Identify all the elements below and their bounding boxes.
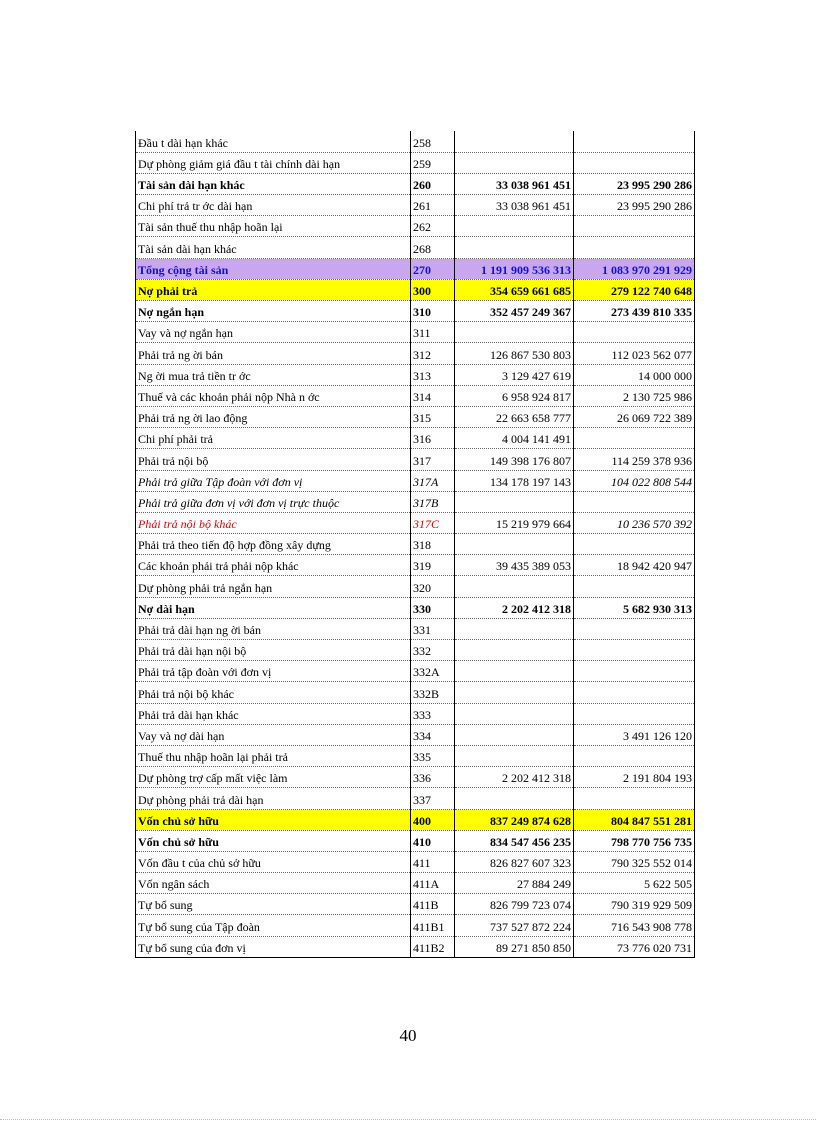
row-value-previous: 2 191 804 193 <box>574 767 695 788</box>
row-code: 410 <box>411 830 455 851</box>
row-code: 314 <box>411 385 455 406</box>
table-row <box>136 830 695 851</box>
row-label: Chi phí phải trả <box>136 428 411 449</box>
row-code: 318 <box>411 534 455 555</box>
row-value-current: 39 435 389 053 <box>455 555 574 576</box>
row-value-current: 27 884 249 <box>455 873 574 894</box>
row-label: Phải trả nội bộ khác <box>136 512 411 533</box>
row-code: 330 <box>411 597 455 618</box>
row-label: Tổng cộng tài sản <box>136 258 411 279</box>
row-code: 315 <box>411 406 455 427</box>
table-row <box>136 745 695 766</box>
row-value-current <box>455 534 574 555</box>
row-code: 259 <box>411 152 455 173</box>
table-row <box>136 682 695 703</box>
row-value-previous: 5 622 505 <box>574 873 695 894</box>
row-label: Dự phòng phải trả dài hạn <box>136 788 411 809</box>
row-code: 261 <box>411 195 455 216</box>
row-code: 311 <box>411 322 455 343</box>
row-label: Phải trả nội bộ khác <box>136 682 411 703</box>
row-label: Thuế và các khoản phải nộp Nhà n ớc <box>136 385 411 406</box>
row-value-previous <box>574 640 695 661</box>
table-row <box>136 470 695 491</box>
row-value-previous <box>574 237 695 258</box>
row-label: Vốn chủ sở hữu <box>136 809 411 830</box>
table-row <box>136 724 695 745</box>
row-value-previous: 18 942 420 947 <box>574 555 695 576</box>
row-value-previous: 5 682 930 313 <box>574 597 695 618</box>
row-value-current: 1 191 909 536 313 <box>455 258 574 279</box>
row-label: Dự phòng trợ cấp mất việc làm <box>136 767 411 788</box>
row-value-previous <box>574 682 695 703</box>
row-label: Phải trả dài hạn nội bộ <box>136 640 411 661</box>
row-value-previous: 114 259 378 936 <box>574 449 695 470</box>
table-row <box>136 301 695 322</box>
table-row <box>136 851 695 872</box>
table-row <box>136 364 695 385</box>
row-label: Phải trả giữa đơn vị với đơn vị trực thuộc <box>136 491 411 512</box>
row-value-current <box>455 216 574 237</box>
row-label: Vốn ngân sách <box>136 873 411 894</box>
row-value-current: 826 827 607 323 <box>455 851 574 872</box>
row-label: Vay và nợ dài hạn <box>136 724 411 745</box>
row-value-previous <box>574 428 695 449</box>
row-value-current <box>455 576 574 597</box>
row-value-current: 33 038 961 451 <box>455 195 574 216</box>
row-code: 312 <box>411 343 455 364</box>
table-row <box>136 512 695 533</box>
table-row <box>136 915 695 936</box>
row-value-previous: 104 022 808 544 <box>574 470 695 491</box>
row-value-previous <box>574 661 695 682</box>
row-code: 310 <box>411 301 455 322</box>
table-row <box>136 936 695 957</box>
table-row <box>136 279 695 300</box>
table-row <box>136 131 695 152</box>
table-row <box>136 661 695 682</box>
row-value-previous: 804 847 551 281 <box>574 809 695 830</box>
row-code: 400 <box>411 809 455 830</box>
row-value-current <box>455 703 574 724</box>
row-value-previous: 1 083 970 291 929 <box>574 258 695 279</box>
balance-sheet-table <box>135 131 695 958</box>
row-code: 268 <box>411 237 455 258</box>
row-value-current: 126 867 530 803 <box>455 343 574 364</box>
row-label: Tự bổ sung <box>136 894 411 915</box>
row-code: 320 <box>411 576 455 597</box>
row-label: Vốn chủ sở hữu <box>136 830 411 851</box>
row-value-previous: 716 543 908 778 <box>574 915 695 936</box>
row-value-previous <box>574 576 695 597</box>
row-value-current: 33 038 961 451 <box>455 173 574 194</box>
row-label: Phải trả theo tiến độ hợp đồng xây dựng <box>136 534 411 555</box>
table-row <box>136 322 695 343</box>
row-code: 332A <box>411 661 455 682</box>
row-value-previous <box>574 534 695 555</box>
row-code: 319 <box>411 555 455 576</box>
row-label: Ng ời mua trả tiền tr ớc <box>136 364 411 385</box>
row-value-previous <box>574 216 695 237</box>
table-row <box>136 873 695 894</box>
row-label: Vay và nợ ngắn hạn <box>136 322 411 343</box>
row-code: 258 <box>411 131 455 152</box>
table-row <box>136 258 695 279</box>
row-label: Tài sản dài hạn khác <box>136 173 411 194</box>
table-row <box>136 385 695 406</box>
row-value-current <box>455 131 574 152</box>
row-label: Nợ phải trả <box>136 279 411 300</box>
row-value-previous: 790 319 929 509 <box>574 894 695 915</box>
table-row <box>136 576 695 597</box>
table-row <box>136 491 695 512</box>
row-label: Tài sản dài hạn khác <box>136 237 411 258</box>
row-value-current <box>455 724 574 745</box>
row-code: 411 <box>411 851 455 872</box>
row-label: Phải trả dài hạn ng ời bán <box>136 618 411 639</box>
row-label: Phải trả nội bộ <box>136 449 411 470</box>
page-number: 40 <box>399 1026 417 1045</box>
row-code: 317B <box>411 491 455 512</box>
row-code: 337 <box>411 788 455 809</box>
row-value-current <box>455 745 574 766</box>
row-value-previous: 112 023 562 077 <box>574 343 695 364</box>
row-code: 270 <box>411 258 455 279</box>
row-code: 411B2 <box>411 936 455 957</box>
row-value-current <box>455 788 574 809</box>
table-row <box>136 534 695 555</box>
row-value-previous <box>574 322 695 343</box>
table-row <box>136 767 695 788</box>
row-code: 336 <box>411 767 455 788</box>
row-value-previous: 73 776 020 731 <box>574 936 695 957</box>
row-value-current: 826 799 723 074 <box>455 894 574 915</box>
row-value-previous: 273 439 810 335 <box>574 301 695 322</box>
table-row <box>136 618 695 639</box>
row-label: Phải trả dài hạn khác <box>136 703 411 724</box>
row-value-previous <box>574 788 695 809</box>
table-row <box>136 173 695 194</box>
row-value-current: 6 958 924 817 <box>455 385 574 406</box>
row-value-current: 4 004 141 491 <box>455 428 574 449</box>
row-code: 331 <box>411 618 455 639</box>
row-label: Các khoản phải trả phải nộp khác <box>136 555 411 576</box>
row-label: Dự phòng giảm giá đầu t tài chính dài hạn <box>136 152 411 173</box>
row-code: 317C <box>411 512 455 533</box>
table-row <box>136 216 695 237</box>
row-label: Phải trả ng ời lao động <box>136 406 411 427</box>
row-value-current: 15 219 979 664 <box>455 512 574 533</box>
table-row <box>136 597 695 618</box>
table-row <box>136 788 695 809</box>
table-row <box>136 343 695 364</box>
row-label: Vốn đầu t của chủ sở hữu <box>136 851 411 872</box>
row-value-current: 837 249 874 628 <box>455 809 574 830</box>
row-code: 260 <box>411 173 455 194</box>
table-row <box>136 449 695 470</box>
row-code: 317 <box>411 449 455 470</box>
row-value-previous <box>574 618 695 639</box>
row-value-current <box>455 237 574 258</box>
row-value-previous <box>574 745 695 766</box>
row-value-previous <box>574 152 695 173</box>
row-value-previous: 23 995 290 286 <box>574 173 695 194</box>
row-code: 333 <box>411 703 455 724</box>
table-row <box>136 152 695 173</box>
row-value-previous: 798 770 756 735 <box>574 830 695 851</box>
row-value-current: 3 129 427 619 <box>455 364 574 385</box>
row-value-previous <box>574 703 695 724</box>
table-row <box>136 195 695 216</box>
row-value-current: 22 663 658 777 <box>455 406 574 427</box>
row-code: 332B <box>411 682 455 703</box>
row-value-previous: 26 069 722 389 <box>574 406 695 427</box>
row-value-current <box>455 661 574 682</box>
row-value-previous: 3 491 126 120 <box>574 724 695 745</box>
table-row <box>136 237 695 258</box>
row-code: 262 <box>411 216 455 237</box>
row-value-current <box>455 682 574 703</box>
row-value-previous <box>574 491 695 512</box>
row-value-previous: 790 325 552 014 <box>574 851 695 872</box>
row-code: 317A <box>411 470 455 491</box>
row-value-current: 834 547 456 235 <box>455 830 574 851</box>
row-code: 334 <box>411 724 455 745</box>
row-label: Chi phí trả tr ớc dài hạn <box>136 195 411 216</box>
table-row <box>136 428 695 449</box>
row-code: 313 <box>411 364 455 385</box>
table-row <box>136 640 695 661</box>
row-value-previous: 279 122 740 648 <box>574 279 695 300</box>
row-code: 411B <box>411 894 455 915</box>
row-label: Tự bổ sung của đơn vị <box>136 936 411 957</box>
row-code: 332 <box>411 640 455 661</box>
row-value-current: 2 202 412 318 <box>455 597 574 618</box>
row-value-current <box>455 322 574 343</box>
row-value-current: 354 659 661 685 <box>455 279 574 300</box>
row-code: 335 <box>411 745 455 766</box>
row-label: Phải trả giữa Tập đoàn với đơn vị <box>136 470 411 491</box>
row-code: 411A <box>411 873 455 894</box>
row-value-previous: 10 236 570 392 <box>574 512 695 533</box>
row-code: 316 <box>411 428 455 449</box>
row-value-current: 352 457 249 367 <box>455 301 574 322</box>
row-label: Nợ ngắn hạn <box>136 301 411 322</box>
row-label: Nợ dài hạn <box>136 597 411 618</box>
row-value-current: 134 178 197 143 <box>455 470 574 491</box>
table-row <box>136 894 695 915</box>
balance-sheet-rows <box>136 131 695 957</box>
row-code: 300 <box>411 279 455 300</box>
row-value-current <box>455 152 574 173</box>
row-value-current <box>455 491 574 512</box>
table-row <box>136 703 695 724</box>
row-label: Phải trả tập đoàn với đơn vị <box>136 661 411 682</box>
row-label: Tự bổ sung của Tập đoàn <box>136 915 411 936</box>
row-value-current: 2 202 412 318 <box>455 767 574 788</box>
row-value-current <box>455 640 574 661</box>
row-label: Dự phòng phải trả ngắn hạn <box>136 576 411 597</box>
row-label: Tài sản thuế thu nhập hoãn lại <box>136 216 411 237</box>
row-value-previous: 23 995 290 286 <box>574 195 695 216</box>
table-row <box>136 555 695 576</box>
page-edge-divider <box>0 1119 816 1120</box>
row-value-previous <box>574 131 695 152</box>
table-row <box>136 406 695 427</box>
row-label: Đầu t dài hạn khác <box>136 131 411 152</box>
row-value-previous: 2 130 725 986 <box>574 385 695 406</box>
row-value-current: 149 398 176 807 <box>455 449 574 470</box>
row-code: 411B1 <box>411 915 455 936</box>
row-label: Phải trả ng ời bán <box>136 343 411 364</box>
row-value-current: 89 271 850 850 <box>455 936 574 957</box>
table-row <box>136 809 695 830</box>
row-value-previous: 14 000 000 <box>574 364 695 385</box>
row-label: Thuế thu nhập hoãn lại phải trả <box>136 745 411 766</box>
row-value-current <box>455 618 574 639</box>
row-value-current: 737 527 872 224 <box>455 915 574 936</box>
